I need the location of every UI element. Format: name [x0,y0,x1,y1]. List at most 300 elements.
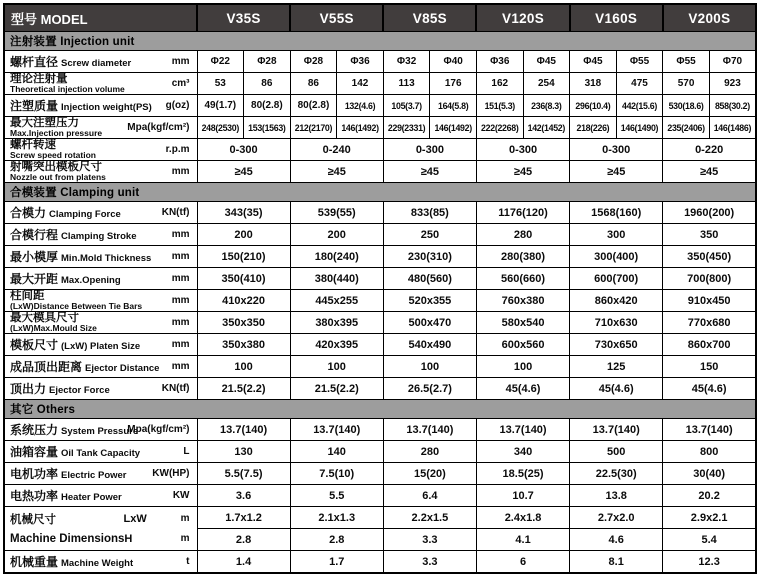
spec-label-text [10,313,97,333]
spec-label-text [10,336,140,354]
spec-value-cell: 13.7(140) [383,419,476,441]
spec-label-row [10,421,190,439]
spec-value-cell: 860x420 [570,290,663,312]
spec-value-cell: 45(4.6) [476,378,569,400]
spec-unit: KN(tf) [161,207,190,218]
spec-label-oil-tank-capacity [4,441,197,463]
spec-row-tie-bar-distance [4,290,756,312]
spec-label-text [10,248,151,266]
spec-value-cell: 146(1486) [709,117,756,139]
spec-label-injection-volume [4,73,197,95]
spec-label-screw-speed [4,139,197,161]
spec-label-text [10,162,106,182]
spec-value-cell: 212(2170) [290,117,337,139]
spec-label-row [10,97,190,115]
spec-label-clamping-stroke [4,224,197,246]
spec-label-en: System Pressure [61,425,139,437]
spec-value-cell: 833(85) [383,202,476,224]
spec-label-machine-weight [4,551,197,574]
spec-label-injection-weight [4,95,197,117]
spec-label-zh: 最大模具尺寸 [10,311,79,324]
spec-value-cell: 2.2x1.5 [383,507,476,529]
spec-value-cell: 7.5(10) [290,463,383,485]
spec-unit: t [186,556,190,567]
spec-label-text [10,553,133,571]
spec-value-cell: 125 [570,356,663,378]
spec-value-cell: 13.7(140) [663,419,756,441]
spec-value-cell: 910x450 [663,290,756,312]
spec-value-cell: 80(2.8) [290,95,337,117]
spec-label-text [10,291,142,311]
spec-value-cell: 151(5.3) [476,95,523,117]
spec-value-cell: 26.5(2.7) [383,378,476,400]
spec-value-cell: 142(1452) [523,117,570,139]
spec-value-cell: 318 [570,73,617,95]
spec-label-en: Clamping Stroke [61,230,137,242]
spec-value-cell: 280 [476,224,569,246]
spec-value-cell: 18.5(25) [476,463,569,485]
spec-label-electric-power [4,463,197,485]
spec-value-cell: ≥45 [197,161,290,183]
spec-value-cell: 539(55) [290,202,383,224]
spec-row-ejector-force [4,378,756,400]
spec-row-system-pressure [4,419,756,441]
spec-value-cell: 150 [663,356,756,378]
spec-value-cell: 45(4.6) [663,378,756,400]
spec-label-text [10,118,102,138]
spec-value-cell: Φ55 [616,51,663,73]
spec-label-text [10,421,139,439]
spec-value-cell: 540x490 [383,334,476,356]
spec-value-cell: 700(800) [663,268,756,290]
spec-label-en: Nozzle out from platens [10,171,106,182]
spec-label-zh: 合模力 [10,205,47,220]
spec-label-zh: 机械重量 [10,554,59,569]
spec-value-cell: 5.5(7.5) [197,463,290,485]
spec-value-cell: 580x540 [476,312,569,334]
spec-label-en: Ejector Force [49,384,110,396]
spec-value-cell: 30(40) [663,463,756,485]
spec-label-zh: 机械尺寸 [10,513,56,526]
spec-label-zh: 射嘴突出模板尺寸 [10,160,102,173]
spec-label-en: Max.Injection pressure [10,127,103,138]
spec-unit: mm [171,339,190,350]
spec-value-cell: Φ32 [383,51,430,73]
spec-value-cell: 49(1.7) [197,95,244,117]
model-header-v160s: V160S [570,4,663,32]
spec-label-machine-dimensions [4,507,197,551]
spec-label-zh: 螺杆直径 [10,54,59,69]
spec-label-en: Theoretical injection volume [10,83,125,94]
spec-label-text [10,74,125,94]
spec-value-cell: 1176(120) [476,202,569,224]
spec-value-cell: 146(1492) [430,117,477,139]
spec-value-cell: 20.2 [663,485,756,507]
spec-value-cell: 2.8 [290,529,383,551]
spec-value-cell: 1.4 [197,551,290,574]
spec-value-cell: 343(35) [197,202,290,224]
spec-label-ejector-force [4,378,197,400]
spec-value-cell: 105(3.7) [383,95,430,117]
spec-label-en: Injection weight(PS) [61,101,152,113]
model-header-v35s: V35S [197,4,290,32]
spec-unit: g(oz) [165,100,190,111]
spec-value-cell: 380x395 [290,312,383,334]
spec-label-en: (LxW)Max.Mould Size [10,322,97,333]
spec-label-text [10,140,96,160]
spec-value-cell: 45(4.6) [570,378,663,400]
spec-value-cell: 4.1 [476,529,569,551]
spec-value-cell: 236(8.3) [523,95,570,117]
spec-label-text [10,204,121,222]
spec-value-cell: 350(450) [663,246,756,268]
section-row-clamping-unit [4,183,756,202]
spec-label-dim: LxW [123,512,147,525]
spec-label-zh: Machine Dimensions [10,532,125,545]
spec-label-text [10,226,137,244]
spec-row-machine-dimensions-lxw [4,507,756,529]
spec-label-zh: 理论注射量 [10,72,68,85]
spec-value-cell: 2.8 [197,529,290,551]
spec-value-cell: 13.7(140) [570,419,663,441]
spec-label-zh: 电机功率 [10,466,59,481]
spec-label-ejector-distance [4,356,197,378]
spec-row-screw-speed [4,139,756,161]
spec-label-system-pressure [4,419,197,441]
spec-value-cell: 21.5(2.2) [197,378,290,400]
spec-row-machine-weight [4,551,756,574]
spec-value-cell: ≥45 [663,161,756,183]
model-header-row [4,4,756,32]
spec-unit: KN(tf) [161,383,190,394]
spec-value-cell: 1568(160) [570,202,663,224]
spec-value-cell: 445x255 [290,290,383,312]
spec-row-ejector-distance [4,356,756,378]
spec-value-cell: 2.7x2.0 [570,507,663,529]
spec-value-cell: 410x220 [197,290,290,312]
spec-value-cell: Φ28 [290,51,337,73]
spec-value-cell: 420x395 [290,334,383,356]
spec-value-cell: 1.7x1.2 [197,507,290,529]
spec-label-text [10,465,127,483]
spec-row-max-mould-size [4,312,756,334]
spec-label-row [10,443,190,461]
spec-unit: KW(HP) [152,468,190,479]
spec-row-heater-power [4,485,756,507]
spec-value-cell: 176 [430,73,477,95]
spec-row-oil-tank-capacity [4,441,756,463]
spec-label-text [10,380,110,398]
spec-row-electric-power [4,463,756,485]
spec-label-row [10,313,190,333]
spec-value-cell: 13.7(140) [197,419,290,441]
spec-label-row [10,465,190,483]
spec-row-screw-diameter [4,51,756,73]
spec-row-clamping-force [4,202,756,224]
spec-label-zh: 注塑质量 [10,98,59,113]
spec-label-zh: 最大开距 [10,271,59,286]
spec-label-zh: 模板尺寸 [10,337,59,352]
section-bar-others: 其它 Others [4,400,756,419]
spec-label-nozzle-out [4,161,197,183]
spec-unit: Mpa(kgf/cm²) [127,122,190,133]
spec-value-cell: Φ36 [337,51,384,73]
spec-value-cell: 153(1563) [244,117,291,139]
spec-unit: L [183,446,190,457]
spec-label-platen-size [4,334,197,356]
spec-value-cell: Φ70 [709,51,756,73]
spec-value-cell: 4.6 [570,529,663,551]
spec-value-cell: 80(2.8) [244,95,291,117]
spec-label-text [10,53,131,71]
spec-value-cell: 0-300 [197,139,290,161]
spec-unit: KW [172,490,190,501]
spec-label-row [10,487,190,505]
spec-value-cell: 570 [663,73,710,95]
spec-value-cell: 164(5.8) [430,95,477,117]
spec-row-nozzle-out [4,161,756,183]
spec-value-cell: Φ22 [197,51,244,73]
spec-label-row [10,336,190,354]
spec-value-cell: 8.1 [570,551,663,574]
section-bar-clamping-unit: 合模装置 Clamping unit [4,183,756,202]
spec-value-cell: 100 [383,356,476,378]
spec-table [3,3,757,574]
spec-unit: mm [171,229,190,240]
spec-label-en: Screw speed rotation [10,149,96,160]
spec-value-cell: 760x380 [476,290,569,312]
spec-label-text [10,487,122,505]
spec-label-max-mould-size [4,312,197,334]
spec-unit: mm [171,273,190,284]
spec-value-cell: Φ40 [430,51,477,73]
spec-value-cell: 248(2530) [197,117,244,139]
spec-value-cell: 230(310) [383,246,476,268]
spec-row-injection-volume [4,73,756,95]
spec-label-zh: 成品顶出距离 [10,359,83,374]
spec-value-cell: 380(440) [290,268,383,290]
spec-label-row [10,358,190,376]
model-header-v120s: V120S [476,4,569,32]
spec-row-injection-weight [4,95,756,117]
spec-value-cell: 710x630 [570,312,663,334]
spec-value-cell: 146(1490) [616,117,663,139]
spec-value-cell: 1960(200) [663,202,756,224]
spec-value-cell: Φ45 [523,51,570,73]
spec-value-cell: 15(20) [383,463,476,485]
spec-unit: mm [171,317,190,328]
spec-value-cell: 142 [337,73,384,95]
spec-label-row [10,553,190,571]
section-row-others [4,400,756,419]
spec-value-cell: 2.1x1.3 [290,507,383,529]
section-bar-injection-unit: 注射装置 Injection unit [4,32,756,51]
spec-value-cell: 300(400) [570,246,663,268]
section-row-injection-unit [4,32,756,51]
spec-unit: mm [171,166,190,177]
spec-value-cell: 13.7(140) [290,419,383,441]
spec-value-cell: 1.7 [290,551,383,574]
spec-label-text [10,270,121,288]
spec-value-cell: 200 [290,224,383,246]
model-header-v55s: V55S [290,4,383,32]
spec-value-cell: 600(700) [570,268,663,290]
spec-value-cell: 3.3 [383,551,476,574]
spec-label-en: Heater Power [61,491,122,503]
spec-label-zh: 系统压力 [10,422,59,437]
spec-label-zh: 合模行程 [10,227,59,242]
spec-value-cell: 858(30.2) [709,95,756,117]
spec-value-cell: 530(18.6) [663,95,710,117]
spec-value-cell: 296(10.4) [570,95,617,117]
spec-value-cell: 600x560 [476,334,569,356]
spec-label-row [10,204,190,222]
spec-value-cell: 442(15.6) [616,95,663,117]
spec-value-cell: 86 [244,73,291,95]
spec-value-cell: 2.9x2.1 [663,507,756,529]
spec-value-cell: Φ36 [476,51,523,73]
spec-label-zh: 螺杆转速 [10,138,56,151]
spec-label-text [10,443,140,461]
spec-value-cell: 500 [570,441,663,463]
spec-label-row [10,291,190,311]
spec-label-text [10,358,159,376]
spec-value-cell: 254 [523,73,570,95]
spec-row-min-mold-thickness [4,246,756,268]
spec-value-cell: 235(2406) [663,117,710,139]
spec-label-en: Screw diameter [61,57,132,69]
spec-value-cell: 350x380 [197,334,290,356]
spec-value-cell: 12.3 [663,551,756,574]
spec-value-cell: 200 [197,224,290,246]
spec-value-cell: 475 [616,73,663,95]
spec-value-cell: ≥45 [290,161,383,183]
spec-unit: mm [171,251,190,262]
spec-value-cell: 53 [197,73,244,95]
spec-value-cell: 86 [290,73,337,95]
spec-value-cell: 860x700 [663,334,756,356]
spec-label-row [10,270,190,288]
spec-label-row [10,118,190,138]
spec-value-cell: 100 [290,356,383,378]
spec-value-cell: 6.4 [383,485,476,507]
spec-label-en: Electric Power [61,469,127,481]
spec-value-cell: 229(2331) [383,117,430,139]
spec-value-cell: 140 [290,441,383,463]
spec-label-line [10,509,190,529]
spec-label-min-mold-thickness [4,246,197,268]
spec-value-cell: Φ55 [663,51,710,73]
spec-value-cell: 10.7 [476,485,569,507]
spec-value-cell: 100 [197,356,290,378]
spec-label-en: Machine Weight [61,557,134,569]
spec-value-cell: 3.3 [383,529,476,551]
spec-label-row [10,248,190,266]
spec-label-zh: 最小模厚 [10,249,59,264]
spec-label-zh: 电热功率 [10,488,59,503]
spec-value-cell: 280(380) [476,246,569,268]
spec-row-max-injection-pressure [4,117,756,139]
spec-value-cell: 5.4 [663,529,756,551]
spec-unit: m [180,513,190,524]
spec-value-cell: 162 [476,73,523,95]
spec-unit: Mpa(kgf/cm²) [127,424,190,435]
spec-value-cell: 250 [383,224,476,246]
spec-value-cell: 0-300 [570,139,663,161]
spec-value-cell: ≥45 [570,161,663,183]
spec-value-cell: 222(2268) [476,117,523,139]
spec-label-row [10,162,190,182]
spec-label-row [10,380,190,398]
model-header-v85s: V85S [383,4,476,32]
spec-row-clamping-stroke [4,224,756,246]
spec-value-cell: 180(240) [290,246,383,268]
spec-label-row [10,226,190,244]
spec-value-cell: 13.7(140) [476,419,569,441]
spec-value-cell: 100 [476,356,569,378]
spec-label-zh: 油箱容量 [10,444,59,459]
spec-value-cell: 770x680 [663,312,756,334]
spec-unit: m [180,533,190,544]
spec-value-cell: 350x350 [197,312,290,334]
spec-label-en: Max.Opening [61,274,121,286]
spec-value-cell: 520x355 [383,290,476,312]
spec-unit: mm [171,56,190,67]
spec-value-cell: 0-300 [476,139,569,161]
spec-value-cell: 300 [570,224,663,246]
spec-value-cell: 350(410) [197,268,290,290]
spec-value-cell: 560(660) [476,268,569,290]
spec-value-cell: 218(226) [570,117,617,139]
spec-label-max-injection-pressure [4,117,197,139]
spec-value-cell: 113 [383,73,430,95]
spec-value-cell: 280 [383,441,476,463]
spec-label-en: Clamping Force [49,208,121,220]
spec-label-line [10,529,190,549]
spec-row-max-opening [4,268,756,290]
spec-value-cell: 480(560) [383,268,476,290]
spec-value-cell: Φ28 [244,51,291,73]
spec-label-screw-diameter [4,51,197,73]
spec-value-cell: 146(1492) [337,117,384,139]
spec-value-cell: 2.4x1.8 [476,507,569,529]
spec-value-cell: 730x650 [570,334,663,356]
spec-label-row [10,74,190,94]
spec-label-tie-bar-distance [4,290,197,312]
spec-label-row [10,53,190,71]
spec-label-clamping-force [4,202,197,224]
spec-label-en: Oil Tank Capacity [61,447,141,459]
spec-label-row [10,140,190,160]
spec-value-cell: 130 [197,441,290,463]
spec-label-dim: H [124,532,133,545]
model-header-v200s: V200S [663,4,756,32]
spec-value-cell: Φ45 [570,51,617,73]
spec-value-cell: 500x470 [383,312,476,334]
spec-unit: cm³ [171,78,190,89]
spec-label-en: (LxW) Platen Size [61,340,141,352]
spec-value-cell: 132(4.6) [337,95,384,117]
spec-value-cell: 350 [663,224,756,246]
spec-value-cell: 6 [476,551,569,574]
spec-value-cell: 150(210) [197,246,290,268]
spec-label-en: Ejector Distance [85,362,160,374]
spec-value-cell: 21.5(2.2) [290,378,383,400]
model-column-header: 型号 MODEL [4,4,197,32]
spec-label-zh: 最大注塑压力 [10,116,79,129]
spec-unit: mm [171,361,190,372]
spec-value-cell: 0-220 [663,139,756,161]
